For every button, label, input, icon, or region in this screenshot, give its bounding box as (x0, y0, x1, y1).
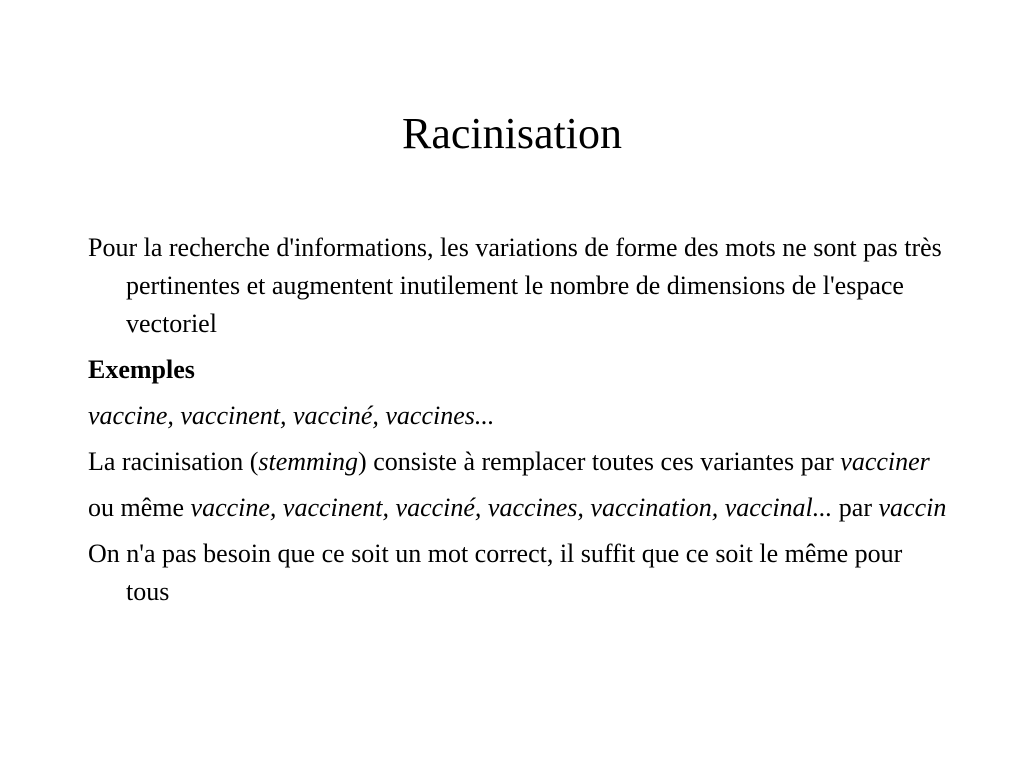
paragraph-examples-heading: Exemples (88, 355, 195, 384)
paragraph-stemming-extended (88, 489, 948, 527)
paragraph-example-words: vaccine, vaccinent, vacciné, vaccines... (88, 401, 495, 430)
paragraph-intro: Pour la recherche d'informations, les variations de forme des mots ne sont pas très pertinentes et augmentent inutilement le nombre de dimensions de l'espace vectoriel (88, 233, 942, 338)
text-segment: par (832, 493, 879, 522)
slide-title: Racinisation (402, 109, 622, 158)
text-segment: ) consiste à remplacer toutes ces variantes par (358, 447, 841, 476)
slide-body (88, 229, 948, 619)
text-segment: La racinisation ( (88, 447, 259, 476)
paragraph-note: On n'a pas besoin que ce soit un mot correct, il suffit que ce soit le même pour tous (88, 539, 903, 606)
term-vaccin: vaccin (878, 493, 947, 522)
term-vacciner: vacciner (840, 447, 930, 476)
text-segment: ou même (88, 493, 191, 522)
term-stemming: stemming (258, 447, 359, 476)
term-word-list: vaccine, vaccinent, vacciné, vaccines, vaccination, vaccinal... (190, 493, 833, 522)
paragraph-stemming-definition (88, 443, 948, 481)
